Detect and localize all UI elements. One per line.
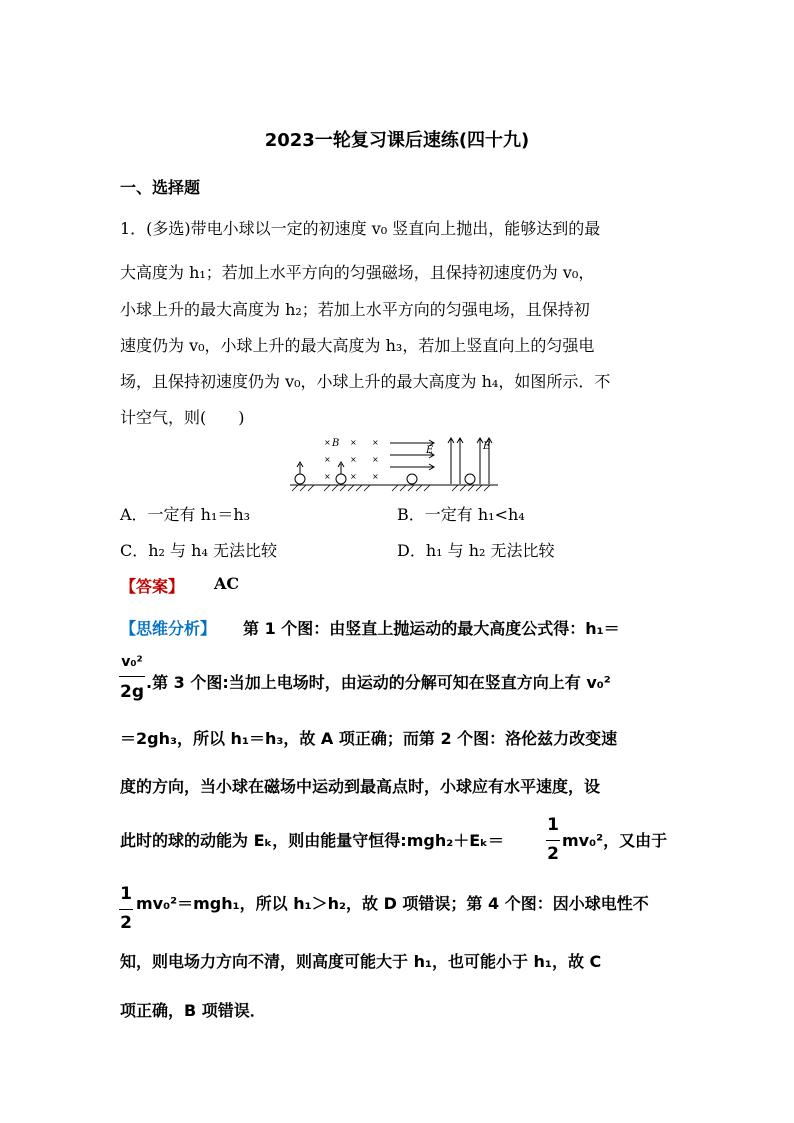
section-heading: 一、选择题 [120, 178, 201, 197]
question-line: 大高度为 h₁；若加上水平方向的匀强磁场，且保持初速度仍为 v₀， [120, 263, 595, 282]
answer-value: AC [214, 574, 240, 593]
fraction-one-half [119, 884, 133, 936]
question-line: 小球上升的最大高度为 h₂；若加上水平方向的匀强电场，且保持初 [120, 300, 590, 319]
experiment-figure [288, 434, 506, 492]
option-d: D．h₁ 与 h₂ 无法比较 [397, 541, 555, 560]
label-B: B [332, 438, 340, 449]
analysis-line: 第 1 个图：由竖直上抛运动的最大高度公式得：h₁＝ [243, 619, 620, 638]
fraction-numerator: 1 [120, 884, 132, 904]
field-mark: × [324, 455, 331, 464]
field-mark: × [372, 438, 379, 447]
label-E-horizontal: E [426, 445, 434, 456]
fraction-numerator: 1 [547, 815, 559, 835]
field-mark: × [350, 455, 357, 464]
analysis-line: .第 3 个图:当加上电场时，由运动的分解可知在竖直方向上有 v₀² [146, 673, 611, 692]
fraction-one-half [546, 815, 560, 867]
field-mark: × [372, 455, 379, 464]
question-line: 1．(多选)带电小球以一定的初速度 v₀ 竖直向上抛出，能够达到的最 [120, 219, 601, 238]
question-line: 速度仍为 v₀，小球上升的最大高度为 h₃，若加上竖直向上的匀强电 [120, 336, 595, 355]
label-E-vertical: E [483, 441, 491, 452]
option-c: C．h₂ 与 h₄ 无法比较 [120, 541, 277, 560]
option-a: A．一定有 h₁＝h₃ [120, 505, 251, 524]
analysis-line: 此时的球的动能为 Eₖ，则由能量守恒得:mgh₂＋Eₖ＝ [120, 831, 504, 850]
fraction-denominator: 2 [120, 913, 132, 933]
analysis-line: ＝2gh₃，所以 h₁＝h₃，故 A 项正确；而第 2 个图：洛伦兹力改变速 [120, 729, 618, 748]
analysis-line: mv₀²＝mgh₁，所以 h₁＞h₂，故 D 项错误；第 4 个图：因小球电性不 [136, 894, 649, 913]
field-mark: × [324, 472, 331, 481]
fraction-denominator: 2g [120, 682, 144, 702]
field-mark: × [324, 438, 331, 447]
analysis-line: 度的方向，当小球在磁场中运动到最高点时，小球应有水平速度，设 [120, 777, 601, 796]
fraction-denominator: 2 [547, 844, 559, 864]
question-line: 计空气，则( ) [120, 408, 245, 427]
analysis-line: 项正确，B 项错误． [120, 1001, 266, 1020]
field-mark: × [350, 438, 357, 447]
fraction-numerator: v₀² [121, 654, 143, 670]
option-b: B．一定有 h₁<h₄ [397, 505, 525, 524]
answer-tag: 【答案】 [120, 577, 185, 596]
field-mark: × [372, 472, 379, 481]
field-mark: × [350, 472, 357, 481]
analysis-line: 知，则电场力方向不清，则高度可能大于 h₁，也可能小于 h₁，故 C [120, 952, 602, 971]
page-title: 2023一轮复习课后速练(四十九) [264, 130, 530, 151]
question-line: 场，且保持初速度仍为 v₀，小球上升的最大高度为 h₄，如图所示．不 [120, 372, 611, 391]
analysis-line: mv₀²，又由于 [562, 831, 668, 850]
analysis-tag: 【思维分析】 [120, 619, 217, 638]
fraction-v0sq-over-2g [119, 654, 145, 710]
